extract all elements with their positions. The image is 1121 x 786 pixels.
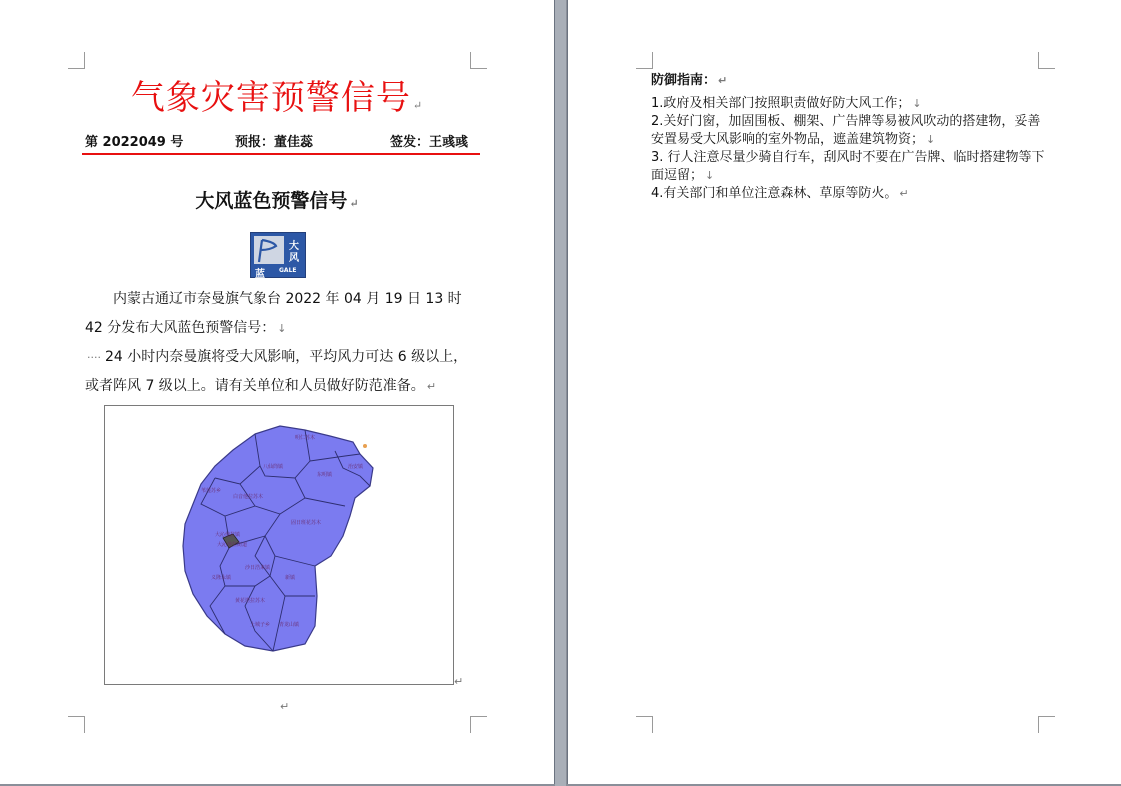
map-label-5: 白音他拉苏木 bbox=[233, 494, 264, 500]
map-label-3: 东明镇 bbox=[317, 472, 333, 478]
main-title: 气象灾害预警信号 ↵ bbox=[130, 78, 424, 118]
map-paragraph-mark: ↵ bbox=[454, 675, 464, 688]
crop-mark bbox=[68, 716, 85, 733]
map-label-15: 苇莲苏乡 bbox=[201, 488, 222, 494]
flag-icon bbox=[254, 236, 284, 264]
crop-mark bbox=[1038, 716, 1055, 733]
map-label-10: 义隆永镇 bbox=[211, 575, 232, 581]
icon-english: GALE bbox=[279, 267, 297, 274]
icon-level: 蓝 bbox=[255, 269, 265, 280]
document-page-1[interactable] bbox=[0, 0, 555, 784]
map-label-7: 大沁他拉镇 bbox=[215, 532, 241, 538]
guide-item-text: 1.政府及相关部门按照职责做好防大风工作； bbox=[651, 96, 911, 111]
guide-heading-text: 防御指南： bbox=[651, 73, 717, 88]
guide-item-2: 2.关好门窗，加固围板、棚架、广告牌等易被风吹动的搭建物，妥善安置易受大风影响的室外物品，遮盖建筑物资； ↓ bbox=[651, 114, 1041, 147]
map-label-8: 大沁他拉街道 bbox=[217, 542, 248, 548]
map-label-11: 新镇 bbox=[285, 575, 296, 581]
title-divider bbox=[82, 153, 480, 155]
crop-mark bbox=[470, 52, 487, 69]
main-title-text: 气象灾害预警信号 bbox=[130, 78, 411, 118]
warning-subtitle: 大风蓝色预警信号 ↵ bbox=[195, 190, 359, 212]
guide-heading: 防御指南： ↵ bbox=[651, 73, 728, 88]
page-gap bbox=[555, 0, 566, 786]
gale-blue-warning-icon bbox=[250, 232, 306, 278]
guide-item-text: 4.有关部门和单位注意森林、草原等防火。 bbox=[651, 186, 898, 201]
announcement-paragraph: 内蒙古通辽市奈曼旗气象台 2022 年 04 月 19 日 13 时 42 分发布大风蓝色预警信号： ↓ bbox=[85, 291, 462, 336]
region-map[interactable] bbox=[104, 405, 454, 685]
map-svg bbox=[105, 406, 453, 684]
guide-item-text: 2.关好门窗，加固围板、棚架、广告牌等易被风吹动的搭建物，妥善安置易受大风影响的室外物品，遮盖建筑物资； bbox=[651, 114, 1041, 147]
map-label-4: 治安镇 bbox=[348, 464, 364, 470]
issuer: 签发：王彧彧 bbox=[390, 135, 469, 150]
warning-paragraph: ···· 24 小时内奈曼旗将受大风影响，平均风力可达 6 级以上，或者阵风 7 级以上。请有关单位和人员做好防范准备。 ↵ bbox=[85, 349, 468, 394]
map-label-9: 沙日浩来镇 bbox=[245, 565, 271, 571]
crop-mark bbox=[1038, 52, 1055, 69]
icon-text-bottom: 风 bbox=[289, 253, 299, 264]
map-label-13: 土城子乡 bbox=[250, 622, 271, 628]
forecaster: 预报：董佳蕊 bbox=[235, 135, 314, 150]
guide-item-text: 3. 行人注意尽量少骑自行车，刮风时不要在广告牌、临时搭建物等下面逗留； bbox=[651, 150, 1045, 183]
map-label-6: 固日班花苏木 bbox=[291, 520, 322, 526]
map-label-12: 青龙山镇 bbox=[279, 622, 300, 628]
warning-text: 24 小时内奈曼旗将受大风影响，平均风力可达 6 级以上，或者阵风 7 级以上。请有关单位和人员做好防范准备。 bbox=[85, 349, 468, 394]
icon-text-top: 大 bbox=[289, 241, 299, 252]
issue-number: 第 2022049 号 bbox=[85, 135, 184, 150]
crop-mark bbox=[470, 716, 487, 733]
crop-mark bbox=[636, 52, 653, 69]
announcement-text: 内蒙古通辽市奈曼旗气象台 2022 年 04 月 19 日 13 时 42 分发布大风蓝色预警信号： bbox=[85, 291, 462, 336]
guide-item-3: 3. 行人注意尽量少骑自行车，刮风时不要在广告牌、临时搭建物等下面逗留； ↓ bbox=[651, 150, 1045, 183]
crop-mark bbox=[636, 716, 653, 733]
map-label-1: 明仁苏木 bbox=[295, 435, 316, 441]
empty-paragraph-mark: ↵ bbox=[280, 700, 290, 713]
warning-subtitle-text: 大风蓝色预警信号 bbox=[195, 190, 348, 212]
map-label-14: 黄花塔拉苏木 bbox=[235, 598, 266, 604]
map-outline bbox=[183, 426, 373, 651]
defense-guide bbox=[651, 72, 1051, 203]
guide-item-1: 1.政府及相关部门按照职责做好防大风工作； ↓ bbox=[651, 96, 922, 111]
map-label-2: 八仙筒镇 bbox=[263, 464, 284, 470]
map-point-marker bbox=[363, 444, 367, 448]
guide-item-4: 4.有关部门和单位注意森林、草原等防火。 ↵ bbox=[651, 186, 909, 201]
crop-mark bbox=[68, 52, 85, 69]
